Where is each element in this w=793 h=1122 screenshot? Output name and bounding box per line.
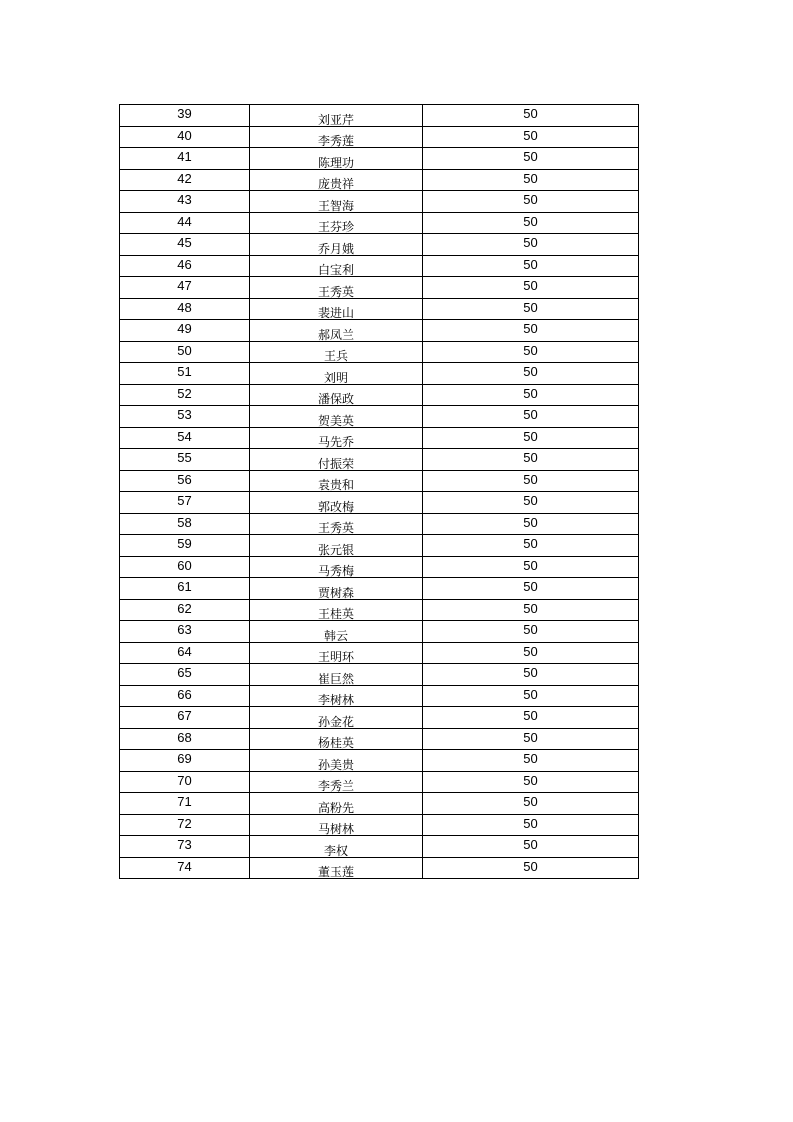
amount-cell: 50	[423, 857, 639, 879]
amount-cell: 50	[423, 363, 639, 385]
row-number-cell: 66	[120, 685, 250, 707]
table-row	[120, 105, 639, 127]
amount-cell: 50	[423, 212, 639, 234]
table-row	[120, 793, 639, 815]
amount-cell: 50	[423, 449, 639, 471]
row-number-cell: 60	[120, 556, 250, 578]
row-number-cell: 71	[120, 793, 250, 815]
row-number-cell: 56	[120, 470, 250, 492]
amount-cell: 50	[423, 384, 639, 406]
table-row	[120, 363, 639, 385]
table-row	[120, 728, 639, 750]
person-name-cell: 王兵	[250, 341, 423, 363]
table-row	[120, 427, 639, 449]
person-name-cell: 韩云	[250, 621, 423, 643]
table-row	[120, 556, 639, 578]
table-row	[120, 277, 639, 299]
amount-cell: 50	[423, 470, 639, 492]
amount-cell: 50	[423, 685, 639, 707]
row-number-cell: 52	[120, 384, 250, 406]
amount-cell: 50	[423, 341, 639, 363]
table-row	[120, 384, 639, 406]
row-number-cell: 59	[120, 535, 250, 557]
table-row	[120, 148, 639, 170]
row-number-cell: 54	[120, 427, 250, 449]
amount-cell: 50	[423, 578, 639, 600]
person-name-cell: 白宝利	[250, 255, 423, 277]
person-name-cell: 高粉先	[250, 793, 423, 815]
table-row	[120, 750, 639, 772]
row-number-cell: 57	[120, 492, 250, 514]
amount-cell: 50	[423, 599, 639, 621]
table-row	[120, 578, 639, 600]
person-name-cell: 陈理功	[250, 148, 423, 170]
row-number-cell: 39	[120, 105, 250, 127]
amount-cell: 50	[423, 513, 639, 535]
table-row	[120, 470, 639, 492]
row-number-cell: 45	[120, 234, 250, 256]
row-number-cell: 42	[120, 169, 250, 191]
amount-cell: 50	[423, 535, 639, 557]
amount-cell: 50	[423, 556, 639, 578]
row-number-cell: 58	[120, 513, 250, 535]
person-name-cell: 贾树森	[250, 578, 423, 600]
table-row	[120, 621, 639, 643]
person-name-cell: 张元银	[250, 535, 423, 557]
amount-cell: 50	[423, 148, 639, 170]
person-name-cell: 王明环	[250, 642, 423, 664]
table-row	[120, 771, 639, 793]
person-name-cell: 崔巨然	[250, 664, 423, 686]
table-row	[120, 212, 639, 234]
table-row	[120, 814, 639, 836]
amount-cell: 50	[423, 814, 639, 836]
person-name-cell: 李秀兰	[250, 771, 423, 793]
amount-cell: 50	[423, 836, 639, 858]
row-number-cell: 61	[120, 578, 250, 600]
row-number-cell: 62	[120, 599, 250, 621]
person-name-cell: 李权	[250, 836, 423, 858]
amount-cell: 50	[423, 277, 639, 299]
person-name-cell: 王芬珍	[250, 212, 423, 234]
person-name-cell: 杨桂英	[250, 728, 423, 750]
person-name-cell: 刘明	[250, 363, 423, 385]
row-number-cell: 67	[120, 707, 250, 729]
amount-cell: 50	[423, 664, 639, 686]
table-row	[120, 298, 639, 320]
amount-cell: 50	[423, 621, 639, 643]
person-name-cell: 潘保政	[250, 384, 423, 406]
amount-cell: 50	[423, 105, 639, 127]
table-row	[120, 513, 639, 535]
table-row	[120, 599, 639, 621]
row-number-cell: 63	[120, 621, 250, 643]
person-name-cell: 马树林	[250, 814, 423, 836]
row-number-cell: 55	[120, 449, 250, 471]
row-number-cell: 40	[120, 126, 250, 148]
amount-cell: 50	[423, 191, 639, 213]
amount-cell: 50	[423, 750, 639, 772]
table-row	[120, 234, 639, 256]
person-name-cell: 马秀梅	[250, 556, 423, 578]
row-number-cell: 51	[120, 363, 250, 385]
amount-cell: 50	[423, 406, 639, 428]
row-number-cell: 43	[120, 191, 250, 213]
table-row	[120, 449, 639, 471]
person-name-cell: 李秀莲	[250, 126, 423, 148]
row-number-cell: 53	[120, 406, 250, 428]
amount-cell: 50	[423, 728, 639, 750]
amount-cell: 50	[423, 298, 639, 320]
amount-cell: 50	[423, 169, 639, 191]
amount-cell: 50	[423, 234, 639, 256]
roster-table-body	[120, 105, 639, 879]
person-name-cell: 裴进山	[250, 298, 423, 320]
row-number-cell: 70	[120, 771, 250, 793]
row-number-cell: 47	[120, 277, 250, 299]
table-row	[120, 836, 639, 858]
table-row	[120, 191, 639, 213]
person-name-cell: 马先乔	[250, 427, 423, 449]
table-row	[120, 857, 639, 879]
amount-cell: 50	[423, 771, 639, 793]
amount-cell: 50	[423, 126, 639, 148]
table-row	[120, 535, 639, 557]
person-name-cell: 王秀英	[250, 513, 423, 535]
person-name-cell: 贺美英	[250, 406, 423, 428]
person-name-cell: 乔月娥	[250, 234, 423, 256]
table-row	[120, 642, 639, 664]
table-row	[120, 664, 639, 686]
table-row	[120, 707, 639, 729]
row-number-cell: 72	[120, 814, 250, 836]
amount-cell: 50	[423, 642, 639, 664]
table-row	[120, 406, 639, 428]
person-name-cell: 郭改梅	[250, 492, 423, 514]
row-number-cell: 74	[120, 857, 250, 879]
row-number-cell: 65	[120, 664, 250, 686]
table-row	[120, 685, 639, 707]
person-name-cell: 付振荣	[250, 449, 423, 471]
amount-cell: 50	[423, 255, 639, 277]
row-number-cell: 41	[120, 148, 250, 170]
table-row	[120, 492, 639, 514]
row-number-cell: 46	[120, 255, 250, 277]
amount-cell: 50	[423, 492, 639, 514]
person-name-cell: 李树林	[250, 685, 423, 707]
row-number-cell: 49	[120, 320, 250, 342]
person-name-cell: 郝凤兰	[250, 320, 423, 342]
person-name-cell: 孙美贵	[250, 750, 423, 772]
person-name-cell: 刘亚芹	[250, 105, 423, 127]
amount-cell: 50	[423, 427, 639, 449]
person-name-cell: 董玉莲	[250, 857, 423, 879]
row-number-cell: 64	[120, 642, 250, 664]
amount-cell: 50	[423, 320, 639, 342]
person-name-cell: 庞贵祥	[250, 169, 423, 191]
table-row	[120, 169, 639, 191]
row-number-cell: 48	[120, 298, 250, 320]
row-number-cell: 73	[120, 836, 250, 858]
row-number-cell: 44	[120, 212, 250, 234]
person-name-cell: 王智海	[250, 191, 423, 213]
row-number-cell: 68	[120, 728, 250, 750]
person-name-cell: 王桂英	[250, 599, 423, 621]
person-name-cell: 王秀英	[250, 277, 423, 299]
table-row	[120, 126, 639, 148]
row-number-cell: 69	[120, 750, 250, 772]
person-name-cell: 孙金花	[250, 707, 423, 729]
person-name-cell: 袁贵和	[250, 470, 423, 492]
amount-cell: 50	[423, 793, 639, 815]
table-row	[120, 320, 639, 342]
roster-table	[119, 104, 639, 879]
row-number-cell: 50	[120, 341, 250, 363]
table-row	[120, 255, 639, 277]
table-row	[120, 341, 639, 363]
amount-cell: 50	[423, 707, 639, 729]
